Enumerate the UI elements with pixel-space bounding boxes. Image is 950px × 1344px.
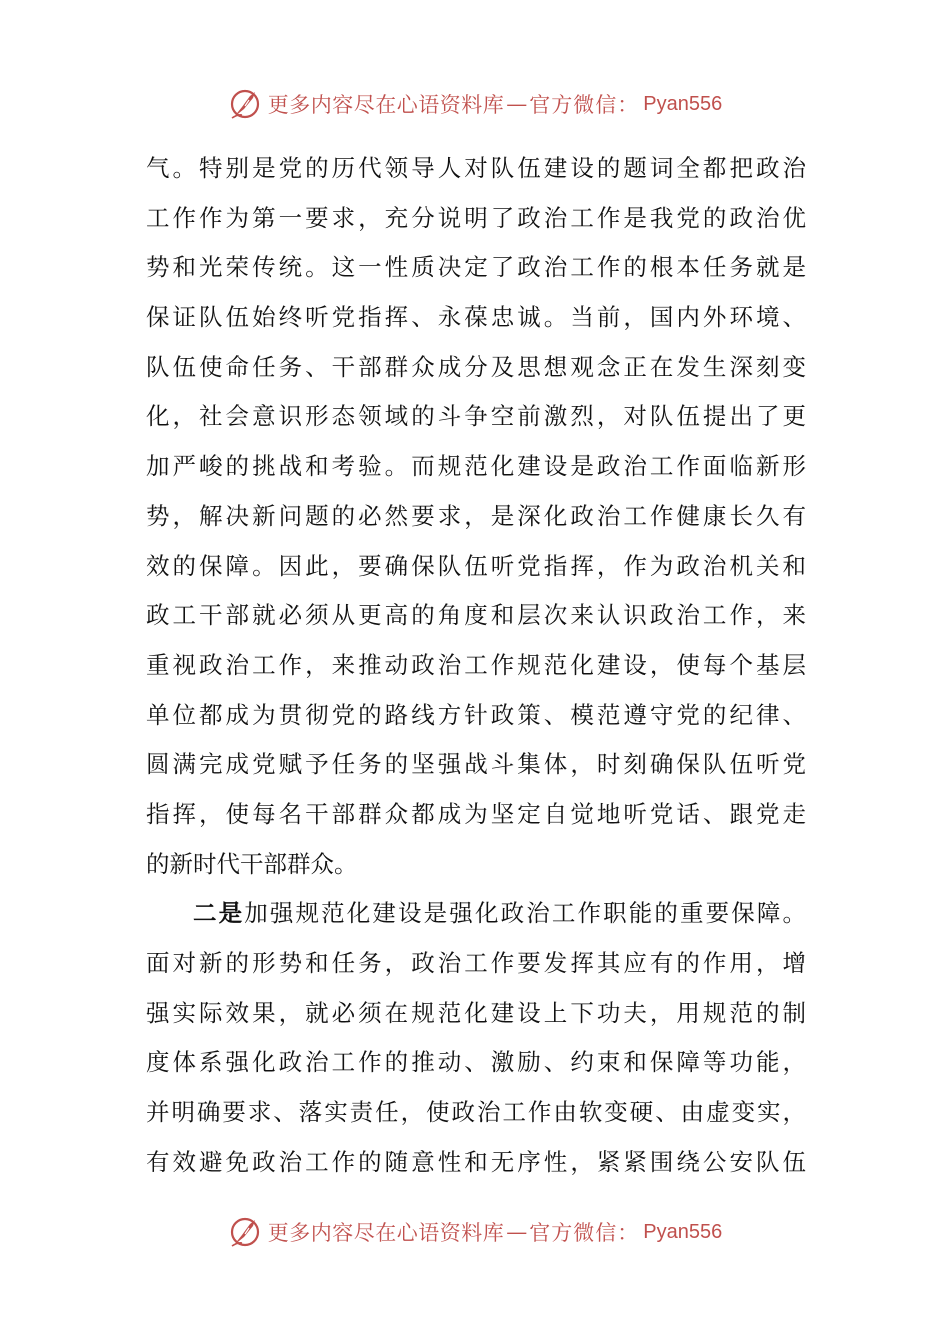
body-line: 面对新的形势和任务，政治工作要发挥其应有的作用，增 (146, 949, 806, 977)
header-wechat-id: Pyan556 (643, 92, 723, 115)
body-line: 圆满完成党赋予任务的坚强战斗集体，时刻确保队伍听党 (146, 750, 806, 779)
paragraph-2 (146, 889, 806, 1187)
body-line: 工作作为第一要求，充分说明了政治工作是我党的政治优 (146, 203, 806, 232)
body-line: 势，解决新问题的必然要求，是深化政治工作健康长久有 (146, 501, 806, 530)
body-line: 气。特别是党的历代领导人对队伍建设的题词全都把政治 (146, 154, 806, 182)
body-line: 的新时代干部群众。 (146, 849, 358, 878)
body-line: 强实际效果，就必须在规范化建设上下功夫，用规范的制 (146, 998, 806, 1027)
pen-nib-logo-icon (228, 87, 262, 121)
body-line: 加严峻的挑战和考验。而规范化建设是政治工作面临新形 (146, 452, 806, 481)
footer-site-text: 更多内容尽在心语资料库 (267, 1221, 505, 1245)
para2-lead-bold: 二是 (193, 899, 245, 928)
body-line: 保证队伍始终听党指挥、永葆忠诚。当前，国内外环境、 (146, 303, 806, 332)
footer-dash: — (506, 1220, 528, 1244)
header-wechat-label: 官方微信： (529, 93, 640, 117)
document-body (146, 144, 806, 1187)
para2-first-text: 加强规范化建设是强化政治工作职能的重要保障。 (244, 899, 807, 928)
body-line: 势和光荣传统。这一性质决定了政治工作的根本任务就是 (146, 253, 806, 282)
header-watermark-banner (0, 84, 950, 124)
body-line: 度体系强化政治工作的推动、激励、约束和保障等功能， (146, 1048, 806, 1077)
header-dash: — (506, 92, 528, 116)
body-line: 有效避免政治工作的随意性和无序性，紧紧围绕公安队伍 (146, 1147, 806, 1176)
body-line: 重视政治工作，来推动政治工作规范化建设，使每个基层 (146, 650, 806, 679)
body-line: 队伍使命任务、干部群众成分及思想观念正在发生深刻变 (146, 352, 806, 381)
paragraph-1 (146, 144, 806, 889)
body-line: 效的保障。因此，要确保队伍听党指挥，作为政治机关和 (146, 551, 806, 580)
body-line: 政工干部就必须从更高的角度和层次来认识政治工作，来 (146, 601, 806, 630)
body-line: 指挥，使每名干部群众都成为坚定自觉地听党话、跟党走 (146, 799, 806, 828)
body-line: 化，社会意识形态领域的斗争空前激烈，对队伍提出了更 (146, 402, 806, 431)
body-line (146, 889, 806, 939)
footer-watermark-banner (0, 1212, 950, 1252)
body-line: 单位都成为贯彻党的路线方针政策、模范遵守党的纪律、 (146, 700, 806, 729)
footer-wechat-id: Pyan556 (643, 1220, 723, 1243)
footer-wechat-label: 官方微信： (529, 1221, 640, 1245)
pen-nib-logo-icon (228, 1215, 262, 1249)
body-line: 并明确要求、落实责任，使政治工作由软变硬、由虚变实， (146, 1098, 806, 1127)
header-site-text: 更多内容尽在心语资料库 (267, 93, 505, 117)
